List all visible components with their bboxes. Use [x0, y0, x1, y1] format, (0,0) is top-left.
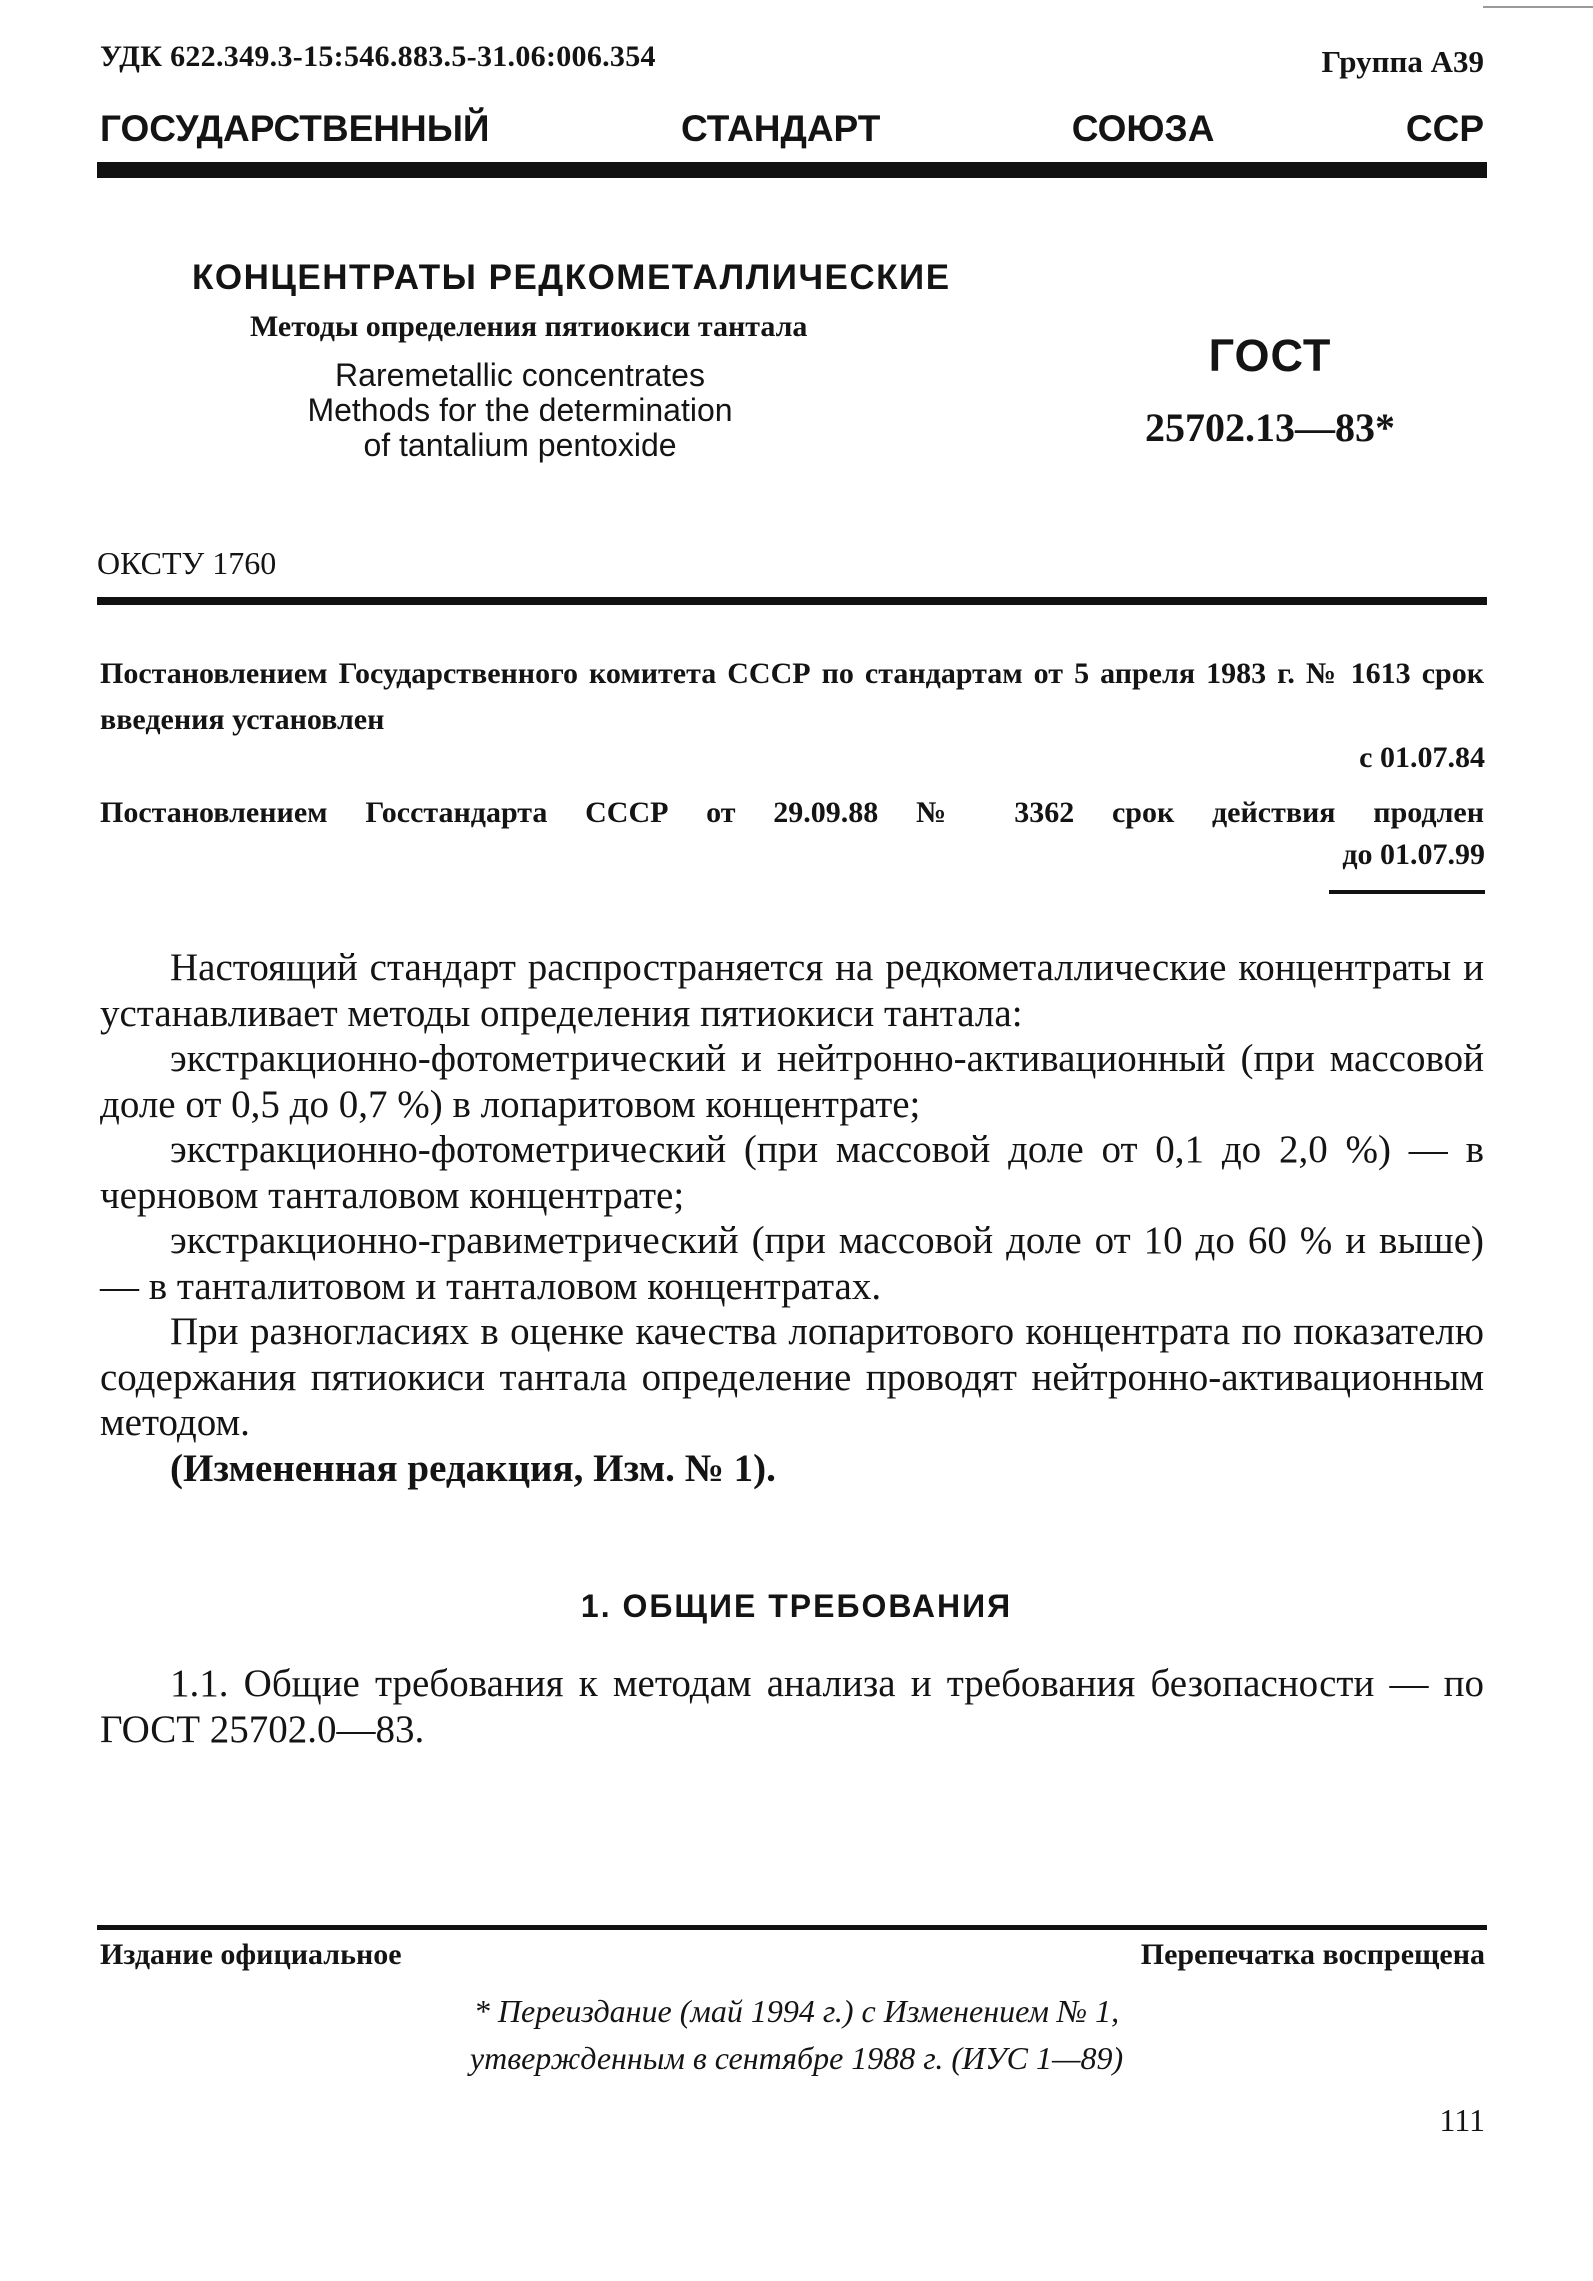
title-rule — [97, 597, 1487, 605]
okstu-code: ОКСТУ 1760 — [97, 545, 277, 581]
heading-word: СОЮЗА — [1071, 108, 1215, 149]
intro-paragraph: При разногласиях в оценке качества лопаритового концентрата по показателю содержания пятиокиси тантала определение проводят нейтронно-активационным методом. — [100, 1310, 1484, 1444]
english-title-line: Methods for the determination — [307, 392, 733, 428]
footer-rule — [97, 1925, 1487, 1930]
decree-second-extension: до 01.07.99 — [1342, 838, 1485, 871]
gost-designation — [1130, 330, 1410, 451]
document-title: КОНЦЕНТРАТЫ РЕДКОМЕТАЛЛИЧЕСКИЕ — [192, 258, 951, 297]
corner-mark — [1483, 6, 1593, 8]
official-edition-label: Издание официальное — [100, 1938, 402, 1971]
heading-word: ССР — [1405, 108, 1484, 149]
english-title — [180, 358, 860, 463]
state-standard-heading — [100, 108, 1484, 150]
reprint-prohibited-label: Перепечатка воспрещена — [1140, 1938, 1485, 1971]
document-subtitle-ru: Методы определения пятиокиси тантала — [250, 310, 808, 343]
gost-number: 25702.13—83* — [1145, 405, 1395, 450]
intro-paragraph: экстракционно-гравиметрический (при массовой доле от 10 до 60 % и выше) — в танталитовом и танталовом концентратах. — [100, 1219, 1484, 1308]
gost-label: ГОСТ — [1208, 330, 1332, 381]
intro-paragraph: экстракционно-фотометрический и нейтронно-активационный (при массовой доле от 0,5 до 0,7 %) в лопаритовом концентрате; — [100, 1037, 1484, 1126]
reissue-line: * Переиздание (май 1994 г.) с Изменением № 1, — [473, 1993, 1120, 2029]
title-block — [180, 258, 1000, 463]
english-title-line: Raremetallic concentrates — [335, 357, 705, 393]
reissue-line: утвержденным в сентябре 1988 г. (ИУС 1—89) — [469, 2040, 1124, 2076]
decree-second: Постановлением Госстандарта СССР от 29.09.88 № 3362 срок действия продлен — [100, 796, 1484, 829]
general-requirements — [100, 1661, 1484, 1752]
heading-word: СТАНДАРТ — [680, 108, 881, 149]
intro-paragraph: экстракционно-фотометрический (при массовой доле от 0,1 до 2,0 %) — в черновом танталовом концентрате; — [100, 1128, 1484, 1217]
amendment-note: (Измененная редакция, Изм. № 1). — [170, 1446, 776, 1490]
section-heading: 1. ОБЩИЕ ТРЕБОВАНИЯ — [580, 1588, 1013, 1624]
decree-first: Постановлением Государственного комитета СССР по стандартам от 5 апреля 1983 г. № 1613 срок введения установлен — [100, 657, 1484, 736]
intro-section — [100, 945, 1484, 1491]
header-rule — [97, 162, 1487, 178]
decree-first-date: с 01.07.84 — [1359, 741, 1485, 774]
group-code: Группа А39 — [1321, 44, 1484, 79]
intro-paragraph: Настоящий стандарт распространяется на редкометаллические концентраты и устанавливает методы определения пятиокиси тантала: — [100, 946, 1484, 1035]
english-title-line: of tantalium pentoxide — [363, 427, 677, 463]
heading-word: ГОСУДАРСТВЕННЫЙ — [100, 108, 490, 149]
page-number: 111 — [1439, 2102, 1485, 2138]
reissue-note — [0, 1988, 1593, 2082]
decree-rule — [1329, 890, 1485, 894]
udk-code: УДК 622.349.3-15:546.883.5-31.06:006.354 — [100, 40, 656, 73]
requirements-paragraph: 1.1. Общие требования к методам анализа и требования безопасности — по ГОСТ 25702.0—83. — [100, 1662, 1484, 1751]
